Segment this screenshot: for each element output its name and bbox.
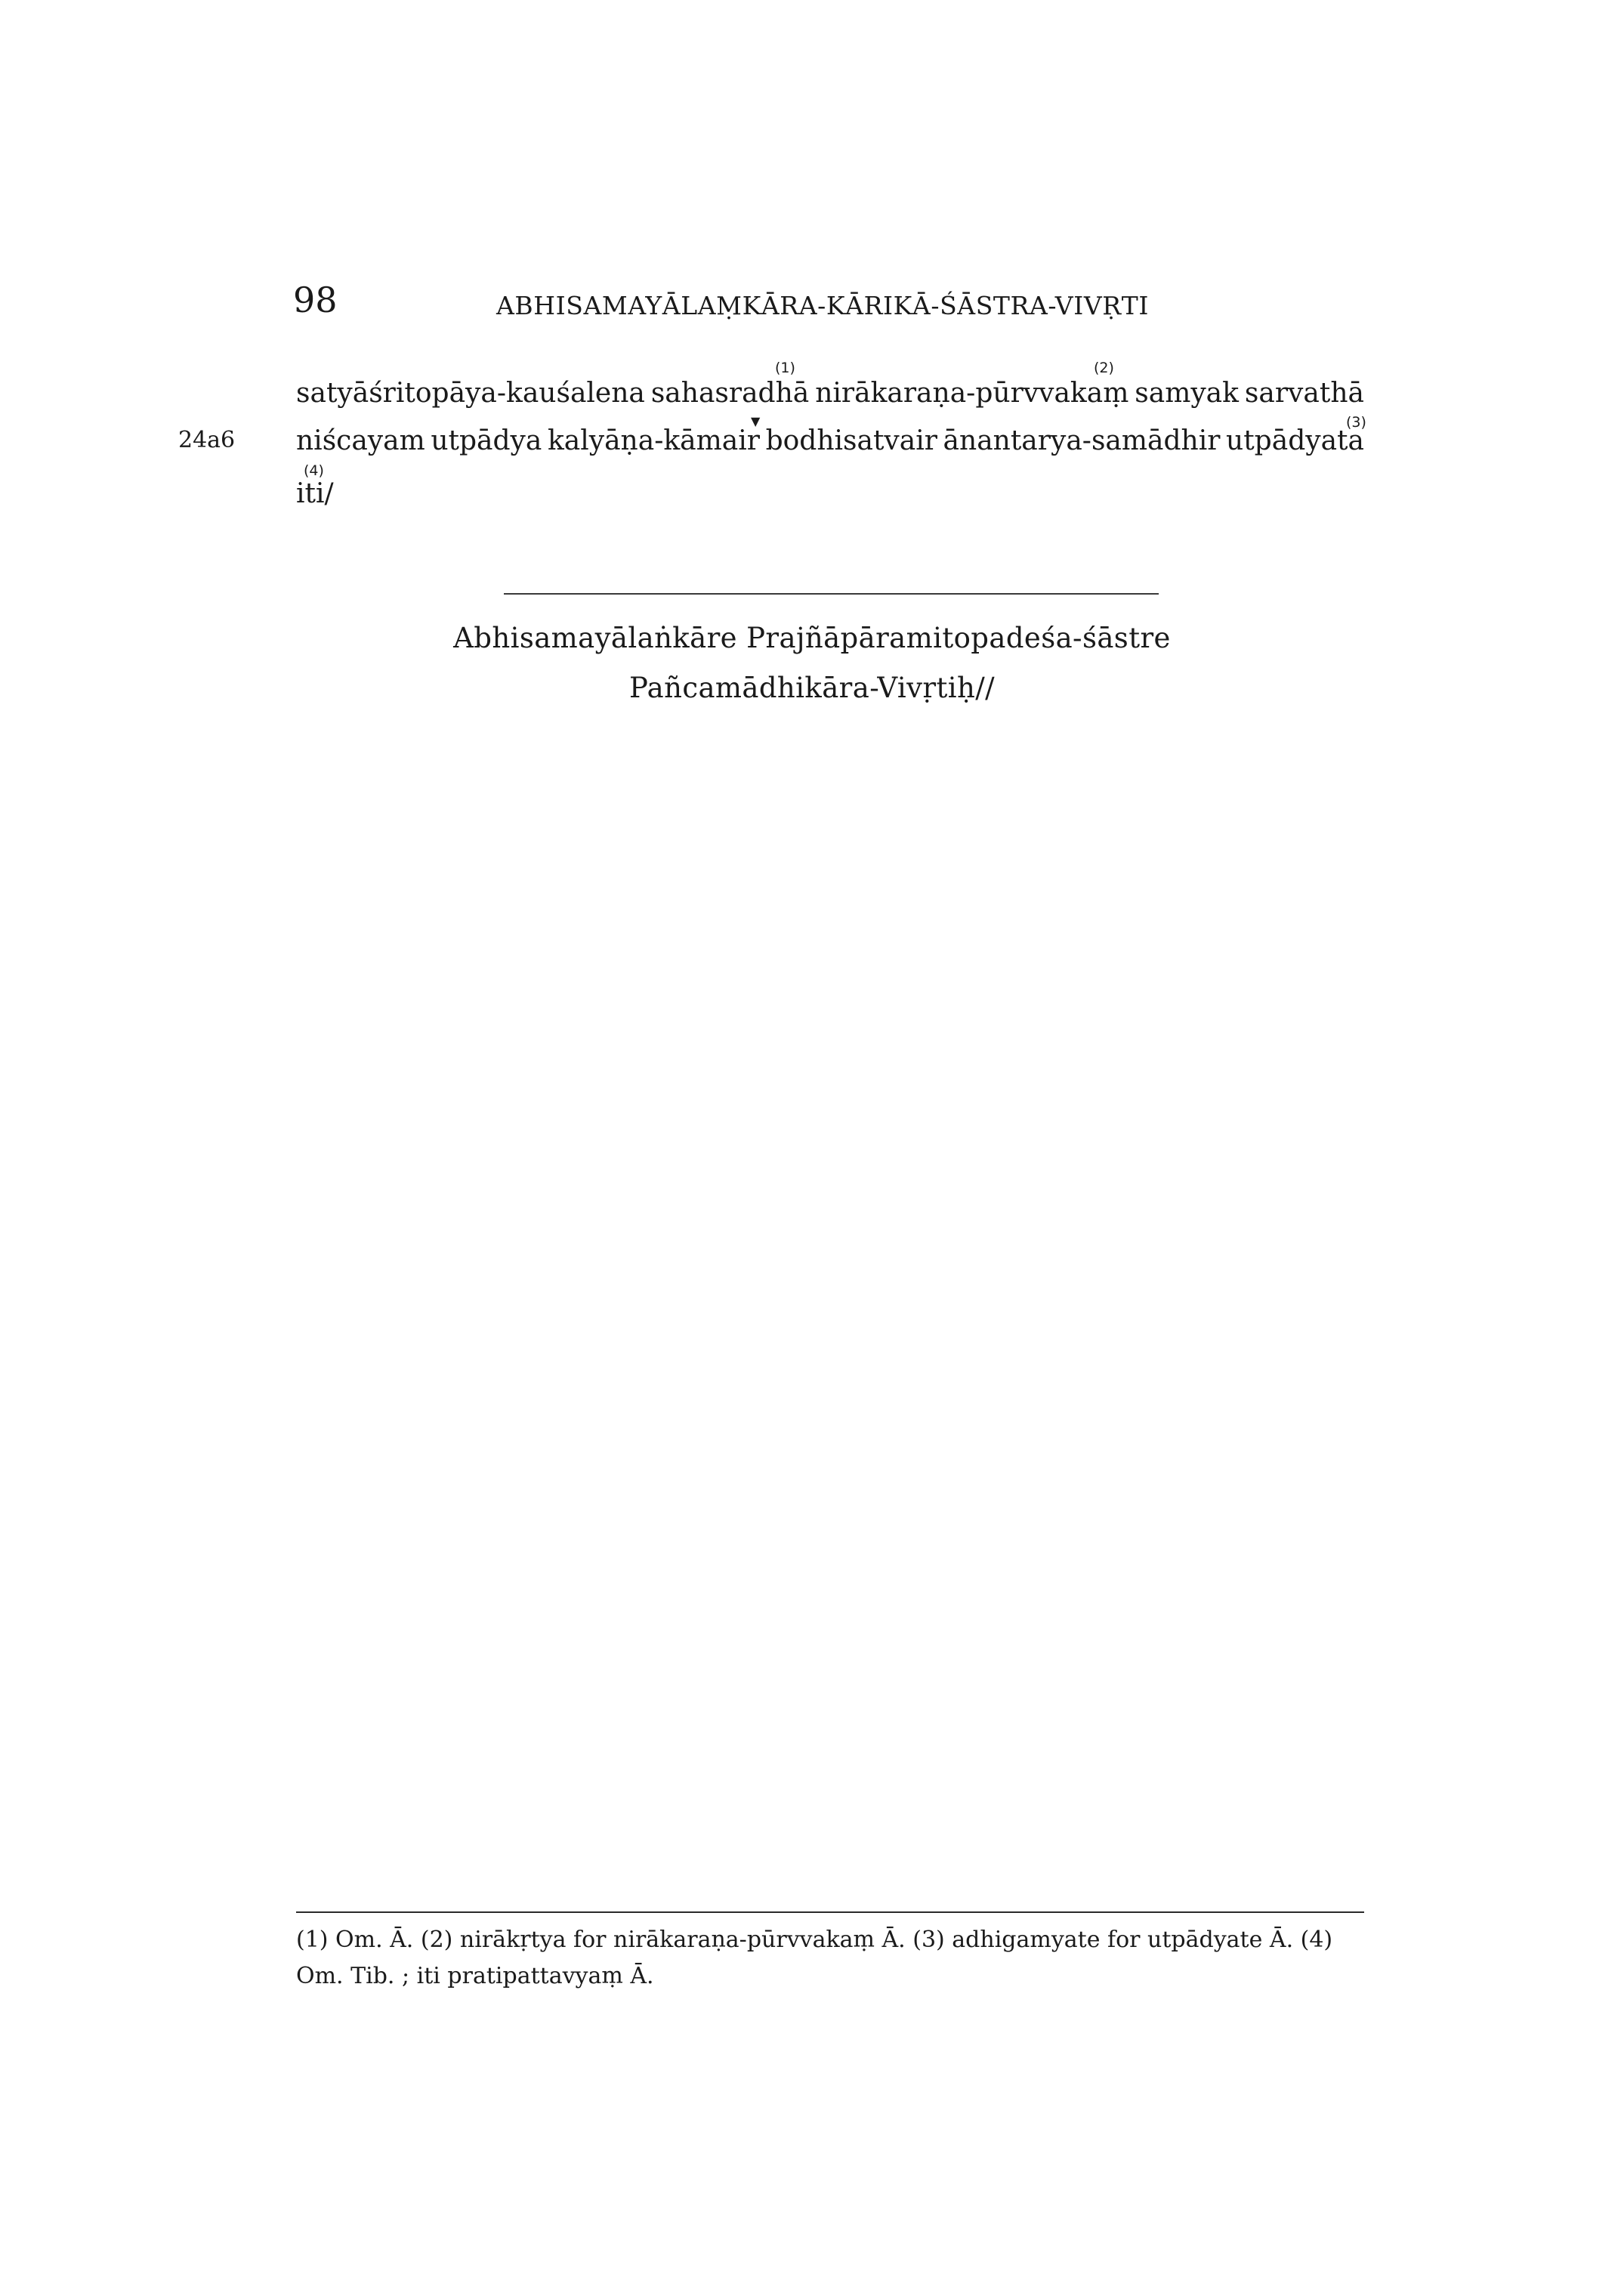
word: samyak xyxy=(1135,378,1239,409)
word: utpādya xyxy=(431,425,542,456)
running-title: ABHISAMAYĀLAṂKĀRA-KĀRIKĀ-ŚĀSTRA-VIVṚTI xyxy=(496,291,1149,320)
word: nirākaraṇa-pūrvvakaṃ xyxy=(815,378,1129,409)
folio-reference: 24a6 xyxy=(178,427,236,453)
footnote-mark-3: (3) xyxy=(1346,414,1366,431)
word: niścayam xyxy=(296,425,425,456)
word: ānantarya-samādhir xyxy=(943,425,1221,456)
footnote-line-2: Om. Tib. ; iti pratipattavyaṃ Ā. xyxy=(296,1963,654,1989)
text-line-2 xyxy=(296,425,1364,456)
word: sahasradhā xyxy=(650,378,810,409)
word: kalyāṇa-kāmair xyxy=(547,425,760,456)
word: sarvathā xyxy=(1244,378,1364,409)
text-line-1 xyxy=(296,378,1364,409)
word: bodhisatvair xyxy=(765,425,937,456)
footnote-mark-2: (2) xyxy=(1094,360,1114,376)
colophon-line-1: Abhisamayālaṅkāre Prajñāpāramitopadeśa-śāstre xyxy=(453,622,1171,654)
footnote-mark-4: (4) xyxy=(304,462,324,479)
footnote-line-1: (1) Om. Ā. (2) nirākṛtya for nirākaraṇa-pūrvvakaṃ Ā. (3) adhigamyate for utpādyate Ā. (4) xyxy=(296,1927,1333,1953)
word: utpādyata xyxy=(1226,425,1364,456)
footnote-divider xyxy=(296,1911,1364,1913)
insertion-mark: ▼ xyxy=(751,414,761,428)
page-number: 98 xyxy=(293,280,338,320)
section-divider xyxy=(504,593,1159,595)
footnote-mark-1: (1) xyxy=(775,360,795,376)
text-line-3: iti/ xyxy=(296,478,334,509)
colophon-line-2: Pañcamādhikāra-Vivṛtiḥ// xyxy=(629,672,995,704)
word: satyāśritopāya-kauśalena xyxy=(296,378,645,409)
